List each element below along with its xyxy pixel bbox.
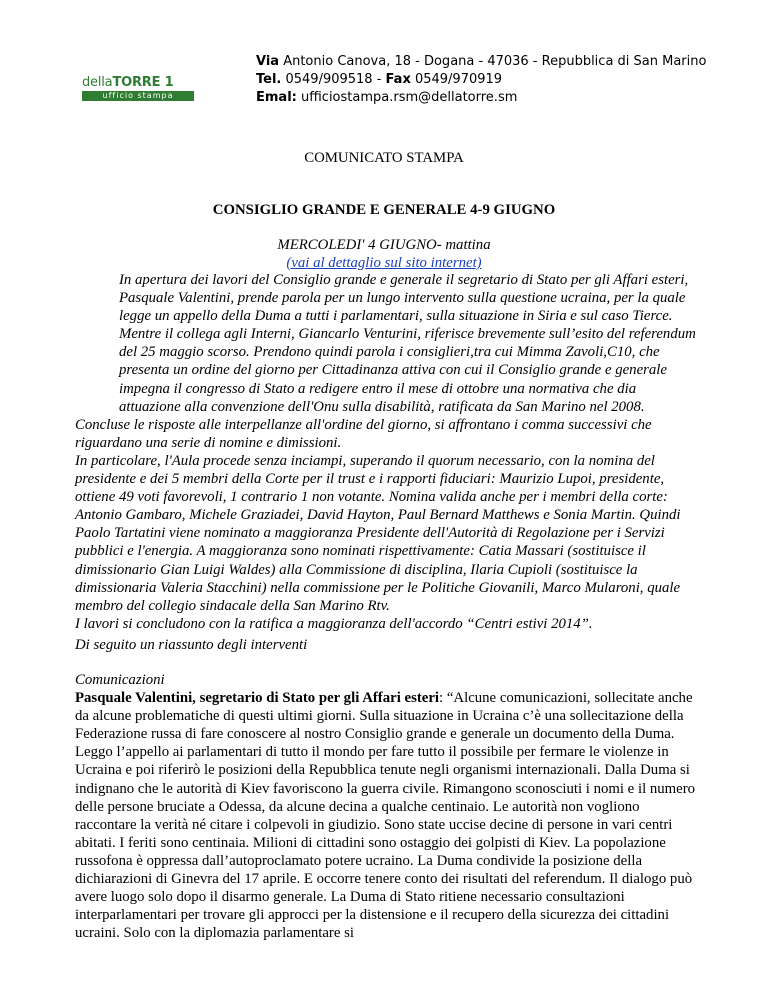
intro-paragraph-2: Concluse le risposte alle interpellanze all'ordine del giorno, si affrontano i comma successivi che riguardano una serie di nomine e dimissioni. bbox=[75, 416, 652, 451]
website-detail-link[interactable]: (vai al dettaglio sul sito internet) bbox=[286, 255, 482, 271]
fax-value: 0549/970919 bbox=[410, 72, 503, 87]
speech-text: : “Alcune comunicazioni, sollecitate anche da alcune problematiche di questi ultimi giorni. Sulla situazione in Ucraina c’è una sollecitazione della Federazione russa di fare conoscere al nostro Consiglio grande e generale un documento della Duma. Leggo l’appello ai parlamentari di tutto il mondo per fare tutto il possibile per fermare le violenze in Ucraina e poi riferirò le posizioni della Repubblica tenute negli organismi internazionali. Dalla Duma si indignano che le autorità di Kiev favoriscono la guerra civile. Rimangono sconosciuti i nomi e il numero delle persone bruciate a Odessa, da alcune decina a qualche centinaio. Le autorità non vogliono raccontare la verità né citare i colpevoli in giudizio. Sono state uccise decine di persone in vari centri abitati. I feriti sono centinaia. Milioni di cittadini sono ostaggio dei golpisti di Kiev. La popolazione russofona è oppressa dall’autoproclamato potere ucraino. La Duma condivide la posizione della dichiarazioni di Ginevra del 17 aprile. E occorre tenere conto dei risultati del referendum. Il dialogo può avere luogo solo dopo il disarmo generale. La Duma di Stato ritiene necessario consultazioni interparlamentari per trovare gli approcci per la distensione e il recupero della sicurezza dei cittadini ucraini. Solo con la diplomazia parlamentare si bbox=[75, 690, 696, 942]
summary-heading: Di seguito un riassunto degli interventi bbox=[75, 637, 308, 653]
logo-wordmark bbox=[82, 76, 194, 90]
tel-value: 0549/909518 - bbox=[281, 72, 386, 87]
session-date: MERCOLEDI' 4 GIUGNO- mattina bbox=[277, 237, 491, 253]
phone-line bbox=[256, 71, 706, 89]
speaker-name: Pasquale Valentini, segretario di Stato per gli Affari esteri bbox=[75, 690, 440, 707]
tel-label: Tel. bbox=[256, 72, 282, 87]
intro-paragraph-4: I lavori si concludono con la ratifica a maggioranza dell'accordo “Centri estivi 2014”. bbox=[75, 615, 593, 632]
fax-label: Fax bbox=[385, 72, 411, 87]
email-label: Emal: bbox=[256, 90, 297, 105]
intro-paragraph-1: In apertura dei lavori del Consiglio grande e generale il segretario di Stato per gli Affari esteri, Pasquale Valentini, prende parola per un lungo intervento sulla questione ucraina, per la quale legge un appello della Duma a tutti i parlamentari, sulla situazione in Siria e sul caso Tierce. Mentre il collega agli Interni, Giancarlo Venturini, riferisce brevemente sull’esito del referendum del 25 maggio scorso. Prendono quindi parola i consiglieri,tra cui Mimma Zavoli,C10, che presenta un ordine del giorno per Cittadinanza attiva con cui il Consiglio grande e generale impegna il congresso di Stato a redigere entro il mese di ottobre una normativa che dia attuazione alla convenzione dell'Onu sulla disabilità, ratificata da San Marino nel 2008. bbox=[119, 272, 696, 415]
document-type: COMUNICATO STAMPA bbox=[304, 150, 464, 166]
communications-text bbox=[75, 689, 700, 942]
contact-block bbox=[256, 53, 706, 107]
document-title: CONSIGLIO GRANDE E GENERALE 4-9 GIUGNO bbox=[212, 202, 556, 218]
via-value: Antonio Canova, 18 - Dogana - 47036 - Repubblica di San Marino bbox=[279, 54, 707, 69]
email-line bbox=[256, 89, 706, 107]
logo-tagline: ufficio stampa bbox=[82, 91, 194, 101]
session-heading bbox=[0, 236, 768, 272]
intro-paragraph-3: In particolare, l'Aula procede senza inciampi, superando il quorum necessario, con la nomina del presidente e dei 5 membri della Corte per il trust e i rapporti fiduciari: Maurizio Lupoi, presidente, ottiene 49 voti favorevoli, 1 contrario 1 non votante. Nomina valida anche per i membri della corte: Antonio Gambaro, Michele Graziadei, David Hayton, Paul Bernard Matthews e Sonia Martin. Quindi Paolo Tartatini viene nominato a maggioranza Presidente dell'Autorità di Regolazione per i Servizi pubblici e l'energia. A maggioranza sono nominati rispettivamente: Catia Massari (sostituisce il dimissionario Gian Luigi Waldes) alla Commissione di disciplina, Ilaria Cupioli (sostituisce la dimissionaria Valeria Stacchini) nella commissione per le Politiche Giovanili, Marco Mularoni, quale membro del collegio sindacale della San Marino Rtv. bbox=[75, 452, 681, 614]
intro-section bbox=[75, 271, 700, 633]
email-value: ufficiostampa.rsm@dellatorre.sm bbox=[296, 90, 518, 105]
logo bbox=[82, 76, 194, 101]
communications-heading: Comunicazioni bbox=[75, 672, 165, 688]
logo-prefix: della bbox=[82, 75, 113, 90]
communications-section bbox=[75, 671, 700, 942]
address-line bbox=[256, 53, 706, 71]
logo-name: TORRE 1 bbox=[112, 75, 174, 90]
via-label: Via bbox=[256, 54, 280, 69]
